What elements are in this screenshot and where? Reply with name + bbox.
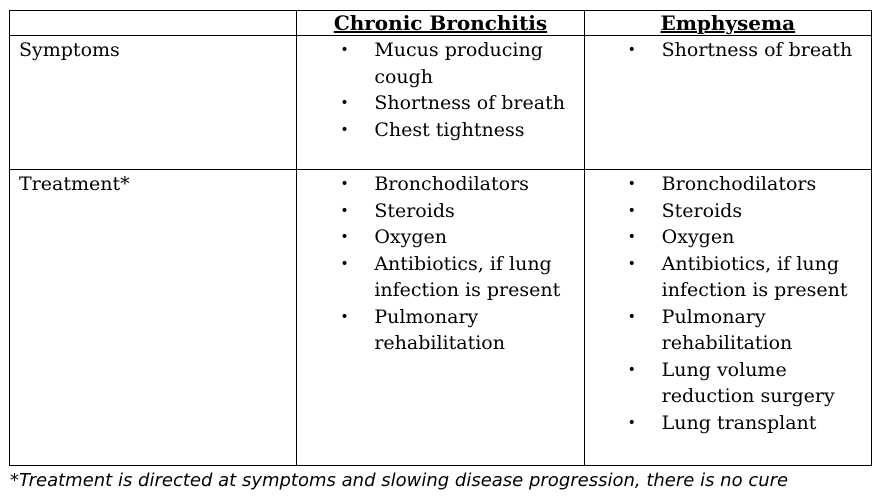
list-item-text: Pulmonary rehabilitation [374,305,505,354]
bullet-icon: • [627,414,636,431]
row-label-treatment: Treatment* [10,170,297,466]
list-item [297,251,583,304]
list-item-text: Shortness of breath [374,92,565,114]
list-item-text: Steroids [661,199,743,222]
row-label-symptoms: Symptoms [10,36,297,170]
list-item [297,90,583,117]
bullet-icon: • [340,202,349,219]
bullet-icon: • [627,308,636,325]
list-item [585,304,871,357]
list-item [297,224,583,251]
bullet-icon: • [627,202,636,219]
list-item [585,198,871,225]
list-item [585,37,871,64]
list-item-text: Lung transplant [661,411,817,434]
cell-treatment-chronic-bronchitis [297,170,584,466]
bullet-icon: • [627,255,636,272]
footnote: *Treatment is directed at symptoms and slowing disease progression, there is no cure [10,470,789,491]
header-chronic-bronchitis: Chronic Bronchitis [297,11,584,36]
list-item-text: Antibiotics, if lung infection is present [374,252,561,301]
bullet-icon: • [627,361,636,378]
bullet-icon: • [627,176,636,192]
list-item [297,171,583,198]
bullet-icon: • [340,176,349,192]
treatment-emphysema-list [585,170,871,436]
list-item-text: Bronchodilators [374,173,529,195]
symptoms-emphysema-list [585,36,871,64]
comparison-table [9,10,872,466]
bullet-icon: • [340,229,349,245]
header-row [10,11,872,36]
bullet-icon: • [340,255,349,272]
list-item [297,304,583,357]
list-item-text: Steroids [374,199,455,222]
list-item [297,198,583,225]
list-item-text: Chest tightness [374,118,525,141]
cell-symptoms-chronic-bronchitis [297,36,584,170]
bullet-icon: • [627,229,636,245]
header-emphysema: Emphysema [584,11,871,36]
table-row-symptoms [10,36,872,170]
cell-treatment-emphysema [584,170,871,466]
table-row-treatment [10,170,872,466]
treatment-chronic-bronchitis-list [297,170,583,357]
list-item [297,117,583,144]
bullet-icon: • [340,121,349,138]
list-item-text: Oxygen [661,226,735,248]
list-item-text: Antibiotics, if lung infection is present [661,252,848,301]
cell-symptoms-emphysema [584,36,871,170]
list-item [585,171,871,198]
list-item-text: Oxygen [374,226,447,248]
list-item [585,251,871,304]
bullet-icon: • [340,42,349,58]
list-item-text: Pulmonary rehabilitation [661,305,793,354]
list-item-text: Mucus producing cough [374,39,543,88]
bullet-icon: • [340,95,349,111]
list-item [585,357,871,410]
bullet-icon: • [340,308,349,325]
list-item [585,410,871,437]
list-item-text: Shortness of breath [661,39,853,61]
symptoms-chronic-bronchitis-list [297,36,583,143]
list-item [297,37,583,90]
header-empty-cell [10,11,297,36]
list-item-text: Lung volume reduction surgery [661,358,835,407]
bullet-icon: • [627,42,636,58]
list-item [585,224,871,251]
list-item-text: Bronchodilators [661,173,817,195]
